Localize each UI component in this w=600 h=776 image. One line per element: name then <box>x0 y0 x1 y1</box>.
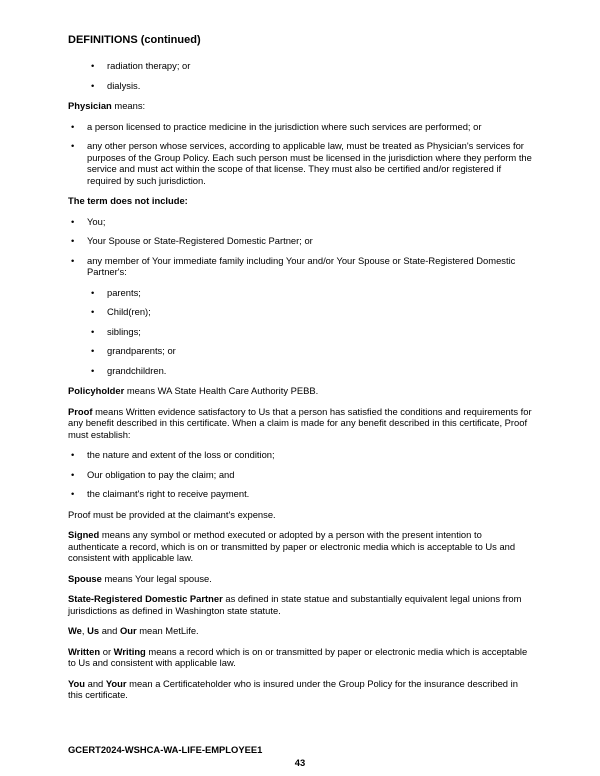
text-run: radiation therapy; or <box>107 60 191 71</box>
bold-term: We <box>68 625 82 636</box>
bold-term: Your <box>105 677 127 689</box>
text-run: as defined in state statue and substantially equivalent legal unions from jurisdictions as defined in Washington state statute. <box>68 593 522 616</box>
bullet-list <box>68 60 532 91</box>
paragraph <box>68 100 532 112</box>
text-run: means WA State Health Care Authority PEBB. <box>124 385 319 396</box>
text-run: parents; <box>107 286 141 298</box>
text-run: means a record which is on or transmitted by paper or electronic media which is acceptable to Us and consistent with applicable law. <box>68 645 528 668</box>
text-run: mean MetLife. <box>136 625 199 636</box>
text-run: means Your legal spouse. <box>101 572 212 584</box>
bullet-list <box>68 449 532 500</box>
paragraph <box>68 529 532 564</box>
bullet-item <box>70 469 532 481</box>
bullet-item <box>90 365 532 377</box>
bullet-item <box>70 121 532 133</box>
paragraph <box>68 593 532 616</box>
bullet-list <box>68 121 532 187</box>
bold-term: You <box>68 677 86 689</box>
bullet-item <box>70 488 532 500</box>
bullet-list <box>68 287 532 377</box>
text-run: Child(ren); <box>107 306 151 317</box>
bold-term: State-Registered Domestic Partner <box>68 593 223 604</box>
text-run: any member of Your immediate family including Your and/or Your Spouse or State-Registered Domestic Partner's: <box>87 254 516 277</box>
bold-term: Us <box>87 625 100 636</box>
bullet-item <box>90 306 532 318</box>
page-title: DEFINITIONS (continued) <box>68 34 201 46</box>
paragraph <box>68 625 532 637</box>
bullet-item <box>70 235 532 247</box>
bullet-list <box>68 216 532 278</box>
paragraph <box>68 678 532 701</box>
text-run: Proof must be provided at the claimant's expense. <box>68 508 276 520</box>
text-run: You; <box>87 215 106 227</box>
paragraph <box>68 406 532 441</box>
bold-term: Physician <box>68 100 112 111</box>
paragraph <box>68 573 532 585</box>
text-run: Your Spouse or State-Registered Domestic Partner; or <box>87 235 313 246</box>
text-run: and <box>85 677 106 689</box>
text-run: a person licensed to practice medicine in the jurisdiction where such services are performed; or <box>87 120 482 132</box>
bullet-item <box>90 345 532 357</box>
paragraph <box>68 646 532 669</box>
text-run: any other person whose services, according to applicable law, must be treated as Physician's services for purposes of the Group Policy. Each such person must be licensed in the jurisdiction where they perform the service and must act within the scope of that license. They must also be certified and/or registered if required by such jurisdiction. <box>87 140 532 186</box>
text-run: means any symbol or method executed or adopted by a person with the present intention to authenticate a record, which is on or transmitted by paper or electronic media which is acceptable to Us and consistent with applicable law. <box>68 529 516 563</box>
text-run: grandparents; or <box>107 345 176 356</box>
footer-page-number: 43 <box>294 756 306 768</box>
bold-term: The term does not include: <box>68 195 188 206</box>
text-run: the claimant's right to receive payment. <box>87 488 250 499</box>
text-run: mean a Certificateholder who is insured under the Group Policy for the insurance described in this certificate. <box>68 677 518 700</box>
paragraph <box>68 509 532 521</box>
bullet-item <box>70 449 532 461</box>
bullet-item <box>70 216 532 228</box>
text-run: means Written evidence satisfactory to Us that a person has satisfied the conditions and requirements for any benefit described in this certificate. When a claim is made for any benefit described in this certificate, Proof must establish: <box>68 405 532 440</box>
bullet-item <box>90 326 532 338</box>
document-body <box>68 60 532 701</box>
bold-term: Writing <box>113 645 146 657</box>
text-run: Our obligation to pay the claim; and <box>87 468 235 480</box>
bullet-item <box>90 80 532 92</box>
text-run: siblings; <box>107 325 141 337</box>
text-run: grandchildren. <box>107 364 167 376</box>
bullet-item <box>70 255 532 278</box>
bold-term: Proof <box>68 405 93 417</box>
bold-term: Policyholder <box>68 385 125 396</box>
bold-term: Written <box>68 645 101 657</box>
bullet-item <box>90 60 532 72</box>
bullet-item <box>70 140 532 186</box>
paragraph <box>68 385 532 397</box>
bold-term: Signed <box>68 529 100 540</box>
bold-term: Spouse <box>68 572 102 584</box>
bold-term: Our <box>119 625 137 636</box>
page-footer <box>68 744 532 768</box>
text-run: , <box>81 625 88 636</box>
text-run: dialysis. <box>107 79 141 91</box>
text-run: means: <box>111 100 146 111</box>
text-run: the nature and extent of the loss or condition; <box>87 449 275 460</box>
bullet-item <box>90 287 532 299</box>
footer-document-code: GCERT2024-WSHCA-WA-LIFE-EMPLOYEE1 <box>68 744 263 755</box>
paragraph <box>68 195 532 207</box>
text-run: and <box>99 625 120 636</box>
text-run: or <box>100 645 114 657</box>
